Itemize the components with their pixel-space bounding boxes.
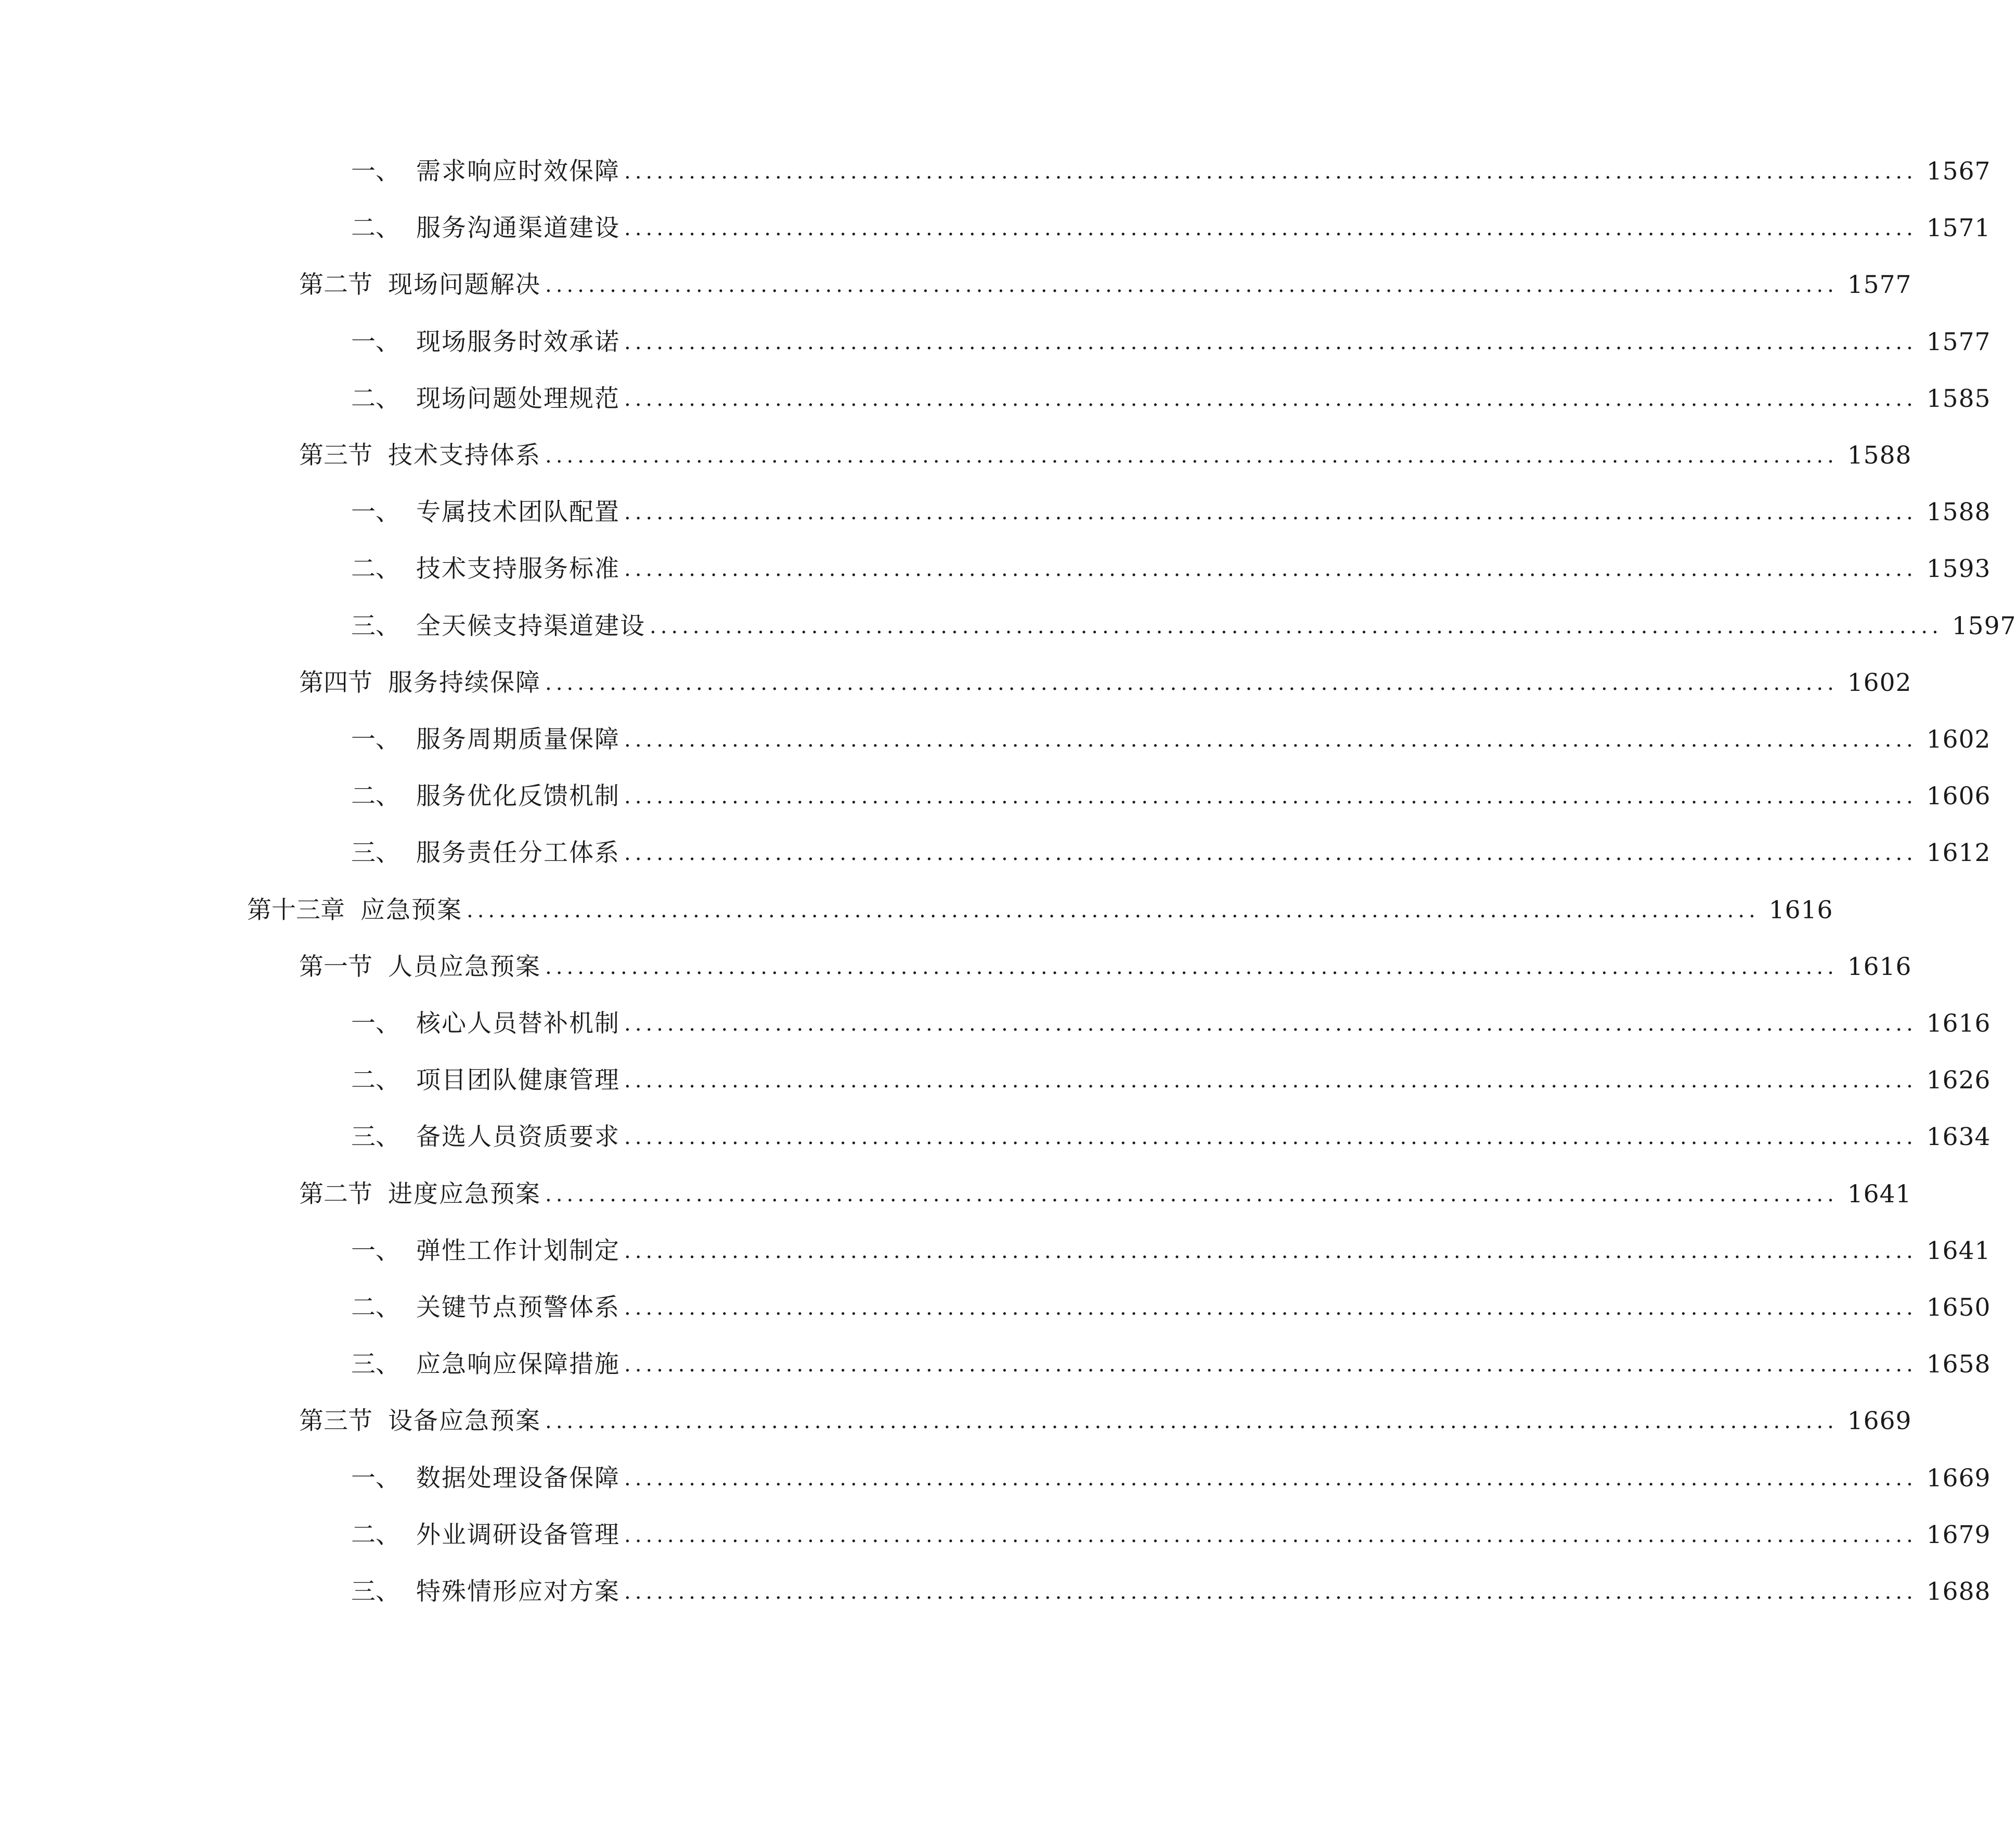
toc-entry-number: 第二节 xyxy=(299,271,372,300)
toc-dot-leader: ........................................................................................................................ xyxy=(467,898,1760,922)
toc-dot-leader: ........................................................................................................................ xyxy=(545,1409,1838,1434)
toc-dot-leader: ........................................................................................................................ xyxy=(624,1523,1917,1547)
toc-entry-title: 服务周期质量保障 xyxy=(416,725,620,754)
toc-entry-number: 三、 xyxy=(351,1577,400,1606)
toc-entry-title: 项目团队健康管理 xyxy=(416,1066,620,1095)
toc-subsection-entry[interactable] xyxy=(351,606,2016,647)
toc-section-entry[interactable] xyxy=(299,435,1912,477)
toc-entry-page-number: 1616 xyxy=(1926,1009,1991,1038)
toc-entry-page-number: 1593 xyxy=(1926,555,1991,584)
toc-entry-number: 三、 xyxy=(351,1123,400,1152)
toc-dot-leader: ........................................................................................................................ xyxy=(545,955,1838,979)
toc-entry-title: 弹性工作计划制定 xyxy=(416,1236,620,1265)
toc-subsection-entry[interactable] xyxy=(351,151,1991,192)
toc-chapter-entry[interactable] xyxy=(247,890,1833,931)
toc-section-entry[interactable] xyxy=(299,1174,1912,1215)
toc-entry-title: 应急响应保障措施 xyxy=(416,1350,620,1379)
toc-entry-page-number: 1567 xyxy=(1926,157,1991,186)
toc-subsection-entry[interactable] xyxy=(351,548,1991,590)
toc-section-entry[interactable] xyxy=(299,264,1912,306)
toc-entry-page-number: 1588 xyxy=(1926,498,1991,527)
toc-entry-page-number: 1606 xyxy=(1926,782,1991,811)
toc-entry-number: 二、 xyxy=(351,384,400,413)
toc-dot-leader: ........................................................................................................................ xyxy=(624,785,1917,809)
toc-entry-title: 服务责任分工体系 xyxy=(416,839,620,868)
toc-entry-number: 第十三章 xyxy=(247,895,345,924)
toc-dot-leader: ........................................................................................................................ xyxy=(624,1466,1917,1490)
toc-entry-page-number: 1650 xyxy=(1926,1293,1991,1322)
toc-dot-leader: ........................................................................................................................ xyxy=(624,841,1917,866)
toc-entry-title: 现场服务时效承诺 xyxy=(416,327,620,356)
toc-subsection-entry[interactable] xyxy=(351,719,1991,761)
toc-dot-leader: ........................................................................................................................ xyxy=(624,330,1917,354)
toc-entry-title: 人员应急预案 xyxy=(388,952,541,981)
toc-entry-title: 数据处理设备保障 xyxy=(416,1463,620,1493)
toc-dot-leader: ........................................................................................................................ xyxy=(624,387,1917,411)
toc-dot-leader: ........................................................................................................................ xyxy=(650,614,1943,638)
toc-entry-number: 二、 xyxy=(351,782,400,811)
toc-subsection-entry[interactable] xyxy=(351,378,1991,420)
toc-entry-number: 三、 xyxy=(351,1350,400,1379)
toc-dot-leader: ........................................................................................................................ xyxy=(624,557,1917,582)
toc-entry-page-number: 1669 xyxy=(1926,1463,1991,1493)
toc-subsection-entry[interactable] xyxy=(351,1003,1991,1045)
toc-entry-title: 需求响应时效保障 xyxy=(416,157,620,186)
toc-subsection-entry[interactable] xyxy=(351,1116,1991,1158)
toc-entry-number: 一、 xyxy=(351,157,400,186)
toc-entry-title: 设备应急预案 xyxy=(388,1407,541,1436)
toc-entry-page-number: 1669 xyxy=(1847,1407,1912,1436)
toc-subsection-entry[interactable] xyxy=(351,1344,1991,1385)
toc-entry-number: 三、 xyxy=(351,611,400,640)
toc-dot-leader: ........................................................................................................................ xyxy=(624,1296,1917,1320)
toc-entry-page-number: 1602 xyxy=(1926,725,1991,754)
toc-dot-leader: ........................................................................................................................ xyxy=(624,1012,1917,1036)
toc-entry-number: 三、 xyxy=(351,839,400,868)
toc-entry-title: 全天候支持渠道建设 xyxy=(416,611,645,640)
toc-subsection-entry[interactable] xyxy=(351,322,1991,363)
toc-entry-title: 备选人员资质要求 xyxy=(416,1123,620,1152)
toc-dot-leader: ........................................................................................................................ xyxy=(545,273,1838,298)
toc-dot-leader: ........................................................................................................................ xyxy=(624,160,1917,184)
toc-dot-leader: ........................................................................................................................ xyxy=(624,1069,1917,1093)
toc-entry-number: 一、 xyxy=(351,1009,400,1038)
toc-dot-leader: ........................................................................................................................ xyxy=(624,1239,1917,1263)
toc-entry-number: 一、 xyxy=(351,1236,400,1265)
toc-entry-title: 特殊情形应对方案 xyxy=(416,1577,620,1606)
toc-entry-page-number: 1588 xyxy=(1847,441,1912,470)
toc-subsection-entry[interactable] xyxy=(351,1230,1991,1272)
toc-entry-number: 第四节 xyxy=(299,668,372,697)
toc-subsection-entry[interactable] xyxy=(351,1060,1991,1101)
toc-entry-title: 服务优化反馈机制 xyxy=(416,782,620,811)
toc-entry-page-number: 1577 xyxy=(1847,271,1912,300)
toc-subsection-entry[interactable] xyxy=(351,1514,1991,1556)
toc-dot-leader: ........................................................................................................................ xyxy=(624,1353,1917,1377)
toc-entry-page-number: 1597 xyxy=(1952,611,2016,640)
toc-dot-leader: ........................................................................................................................ xyxy=(624,216,1917,241)
toc-entry-number: 第二节 xyxy=(299,1179,372,1209)
toc-dot-leader: ........................................................................................................................ xyxy=(545,444,1838,468)
toc-subsection-entry[interactable] xyxy=(351,1571,1991,1613)
toc-entry-title: 技术支持体系 xyxy=(388,441,541,470)
toc-entry-title: 进度应急预案 xyxy=(388,1179,541,1209)
toc-entry-page-number: 1626 xyxy=(1926,1066,1991,1095)
toc-entry-number: 一、 xyxy=(351,1463,400,1493)
toc-entry-page-number: 1585 xyxy=(1926,384,1991,413)
toc-entry-page-number: 1658 xyxy=(1926,1350,1991,1379)
toc-entry-title: 技术支持服务标准 xyxy=(416,555,620,584)
toc-entry-number: 第一节 xyxy=(299,952,372,981)
toc-entry-number: 二、 xyxy=(351,1066,400,1095)
toc-entry-number: 一、 xyxy=(351,498,400,527)
toc-entry-number: 二、 xyxy=(351,1293,400,1322)
toc-entry-title: 专属技术团队配置 xyxy=(416,498,620,527)
toc-entry-title: 服务持续保障 xyxy=(388,668,541,697)
toc-entry-title: 现场问题处理规范 xyxy=(416,384,620,413)
toc-dot-leader: ........................................................................................................................ xyxy=(624,500,1917,525)
toc-entry-page-number: 1688 xyxy=(1926,1577,1991,1606)
toc-entry-page-number: 1641 xyxy=(1926,1236,1991,1265)
toc-entry-page-number: 1679 xyxy=(1926,1520,1991,1549)
toc-entry-title: 外业调研设备管理 xyxy=(416,1520,620,1549)
toc-entry-number: 一、 xyxy=(351,725,400,754)
toc-entry-title: 核心人员替补机制 xyxy=(416,1009,620,1038)
toc-section-entry[interactable] xyxy=(299,662,1912,704)
toc-dot-leader: ........................................................................................................................ xyxy=(624,1580,1917,1604)
toc-entry-title: 现场问题解决 xyxy=(388,271,541,300)
toc-entry-page-number: 1571 xyxy=(1926,214,1991,243)
toc-dot-leader: ........................................................................................................................ xyxy=(624,1125,1917,1150)
toc-dot-leader: ........................................................................................................................ xyxy=(624,728,1917,752)
toc-entry-page-number: 1641 xyxy=(1847,1179,1912,1209)
toc-entry-title: 关键节点预警体系 xyxy=(416,1293,620,1322)
toc-section-entry[interactable] xyxy=(299,946,1912,988)
toc-subsection-entry[interactable] xyxy=(351,776,1991,817)
toc-entry-number: 二、 xyxy=(351,1520,400,1549)
toc-entry-page-number: 1577 xyxy=(1926,327,1991,356)
toc-dot-leader: ........................................................................................................................ xyxy=(545,671,1838,695)
toc-entry-number: 第三节 xyxy=(299,441,372,470)
toc-entry-page-number: 1616 xyxy=(1847,952,1912,981)
toc-subsection-entry[interactable] xyxy=(351,492,1991,533)
toc-subsection-entry[interactable] xyxy=(351,1458,1991,1499)
toc-entry-title: 应急预案 xyxy=(360,895,462,924)
toc-entry-number: 二、 xyxy=(351,555,400,584)
toc-entry-number: 二、 xyxy=(351,214,400,243)
toc-entry-page-number: 1612 xyxy=(1926,839,1991,868)
toc-entry-number: 一、 xyxy=(351,327,400,356)
toc-dot-leader: ........................................................................................................................ xyxy=(545,1182,1838,1206)
toc-entry-page-number: 1602 xyxy=(1847,668,1912,697)
toc-entry-title: 服务沟通渠道建设 xyxy=(416,214,620,243)
toc-entry-page-number: 1616 xyxy=(1768,895,1833,924)
toc-subsection-entry[interactable] xyxy=(351,1287,1991,1329)
toc-subsection-entry[interactable] xyxy=(351,832,1991,874)
toc-section-entry[interactable] xyxy=(299,1400,1912,1442)
toc-entry-page-number: 1634 xyxy=(1926,1123,1991,1152)
toc-subsection-entry[interactable] xyxy=(351,208,1991,249)
toc-entry-number: 第三节 xyxy=(299,1407,372,1436)
